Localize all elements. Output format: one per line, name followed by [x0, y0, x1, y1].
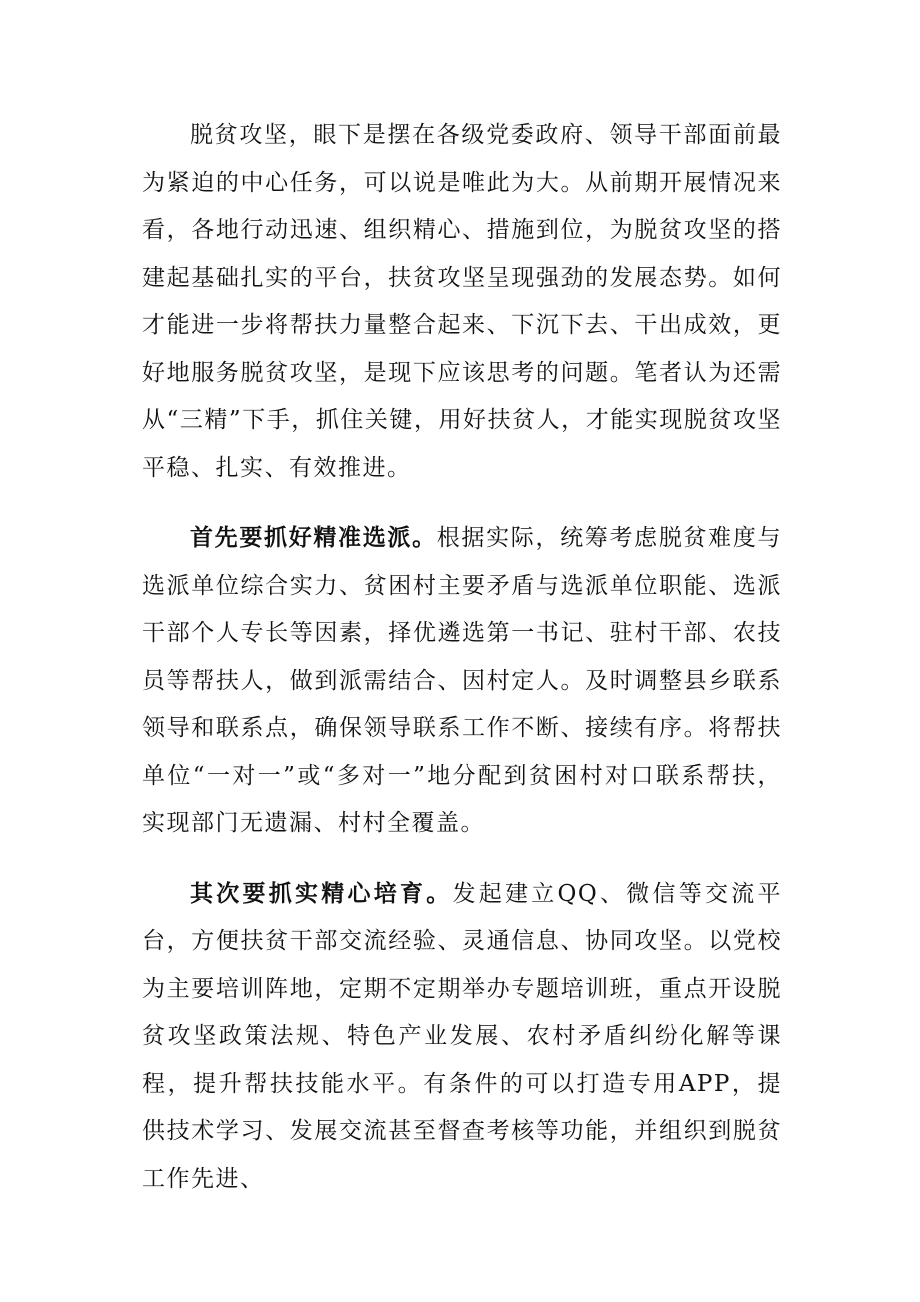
paragraph-selection-text: 根据实际，统筹考虑脱贫难度与选派单位综合实力、贫困村主要矛盾与选派单位职能、选派干部个人专长等因素，择优遴选第一书记、驻村干部、农技员等帮扶人，做到派需结合、因村定人。及时调整县乡联系领导和联系点，确保领导联系工作不断、接续有序。将帮扶单位“一对一”或“多对一”地分配到贫困村对口联系帮扶，实现部门无遗漏、村村全覆盖。 [142, 525, 783, 836]
paragraph-training [142, 870, 782, 1204]
paragraph-training-lead: 其次要抓实精心培育。 [190, 879, 453, 907]
paragraph-intro-text: 脱贫攻坚，眼下是摆在各级党委政府、领导干部面前最为紧迫的中心任务，可以说是唯此为大。从前期开展情况来看，各地行动迅速、组织精心、措施到位，为脱贫攻坚的搭建起基础扎实的平台，扶贫攻坚呈现强劲的发展态势。如何才能进一步将帮扶力量整合起来、下沉下去、干出成效，更好地服务脱贫攻坚，是现下应该思考的问题。笔者认为还需从“三精”下手，抓住关键，用好扶贫人，才能实现脱贫攻坚平稳、扎实、有效推进。 [142, 122, 782, 481]
document-body [142, 112, 782, 1225]
paragraph-selection [142, 514, 782, 848]
paragraph-selection-lead: 首先要抓好精准选派。 [190, 524, 437, 551]
paragraph-intro [142, 112, 782, 492]
paragraph-training-text: 发起建立QQ、微信等交流平台，方便扶贫干部交流经验、灵通信息、协同攻坚。以党校为主要培训阵地，定期不定期举办专题培训班，重点开设脱贫攻坚政策法规、特色产业发展、农村矛盾纠纷化解等课程，提升帮扶技能水平。有条件的可以打造专用APP，提供技术学习、发展交流甚至督查考核等功能，并组织到脱贫工作先进、 [142, 880, 782, 1192]
